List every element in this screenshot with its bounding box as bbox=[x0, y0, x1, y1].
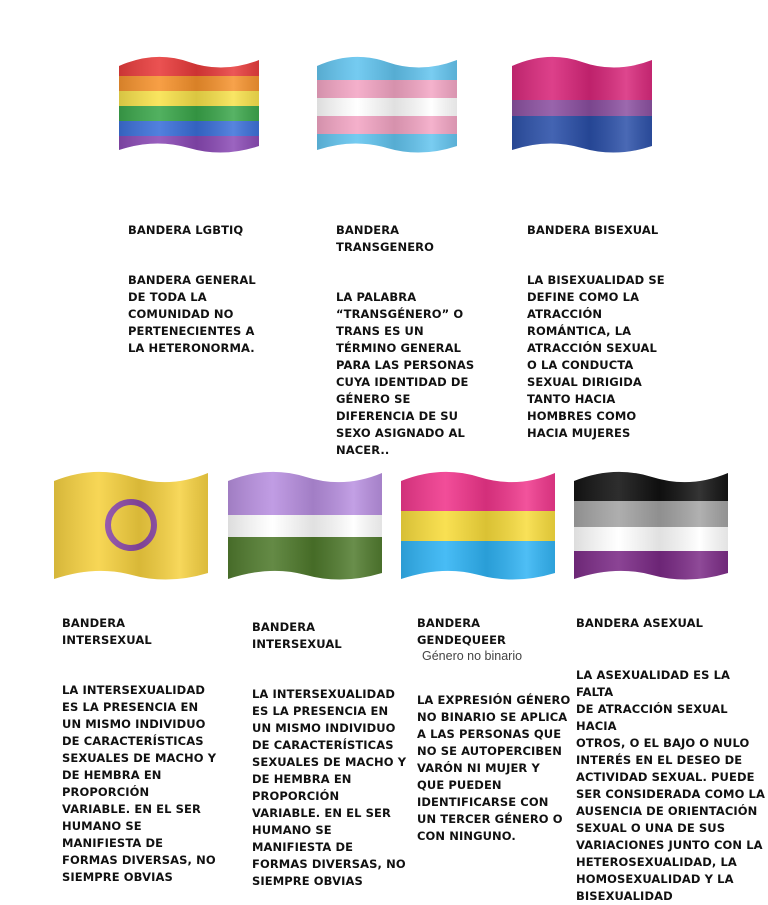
card-title: BANDERA ASEXUAL bbox=[576, 616, 704, 630]
card-bisexual bbox=[527, 205, 677, 442]
card-title: BANDERA GENDEQUEER bbox=[417, 616, 507, 647]
intersex-flag bbox=[50, 463, 212, 588]
lgbtiq-flag bbox=[115, 50, 263, 160]
bisexual-flag bbox=[508, 50, 656, 160]
card-title: BANDERA INTERSEXUAL bbox=[252, 620, 342, 651]
card-body: LA INTERSEXUALIDAD ES LA PRESENCIA EN UN MISMO INDIVIDUO DE CARACTERÍSTICAS SEXUALES DE MACHO Y DE HEMBRA EN PROPORCIÓN VARIABLE. EN EL SER HUMANO SE MANIFIESTA DE FORMAS DIVERSAS, NO SIEMPRE OBVIAS bbox=[62, 683, 217, 884]
card-body: LA PALABRA “TRANSGÉNERO” O TRANS ES UN TÉRMINO GENERAL PARA LAS PERSONAS CUYA IDENTIDAD DE GÉNERO SE DIFERENCIA DE SU SEXO ASIGNADO AL NACER.. bbox=[336, 290, 475, 457]
card-body: BANDERA GENERAL DE TODA LA COMUNIDAD NO PERTENECIENTES A LA HETERONORMA. bbox=[128, 273, 256, 355]
card-title: BANDERA INTERSEXUAL bbox=[62, 616, 152, 647]
card-intersex-2 bbox=[252, 602, 427, 890]
genderqueer-flag bbox=[397, 463, 559, 588]
card-subtitle: Género no binario bbox=[422, 649, 523, 663]
gender-flag bbox=[224, 463, 386, 588]
card-intersex-1 bbox=[62, 598, 237, 886]
card-title: BANDERA BISEXUAL bbox=[527, 223, 659, 237]
card-asexual bbox=[576, 598, 766, 905]
card-body: LA ASEXUALIDAD ES LA FALTA DE ATRACCIÓN SEXUAL HACIA OTROS, O EL BAJO O NULO INTERÉS EN EL DESEO DE ACTIVIDAD SEXUAL. PUEDE SER CONSIDERADA COMO LA AUSENCIA DE ORIENTACIÓN SEXUAL O UNA DE SUS VARIACIONES JUNTO CON LA HETEROSEXUALIDAD, LA HOMOSEXUALIDAD Y LA BISEXUALIDAD bbox=[576, 668, 765, 903]
card-body: LA INTERSEXUALIDAD ES LA PRESENCIA EN UN MISMO INDIVIDUO DE CARACTERÍSTICAS SEXUALES DE MACHO Y DE HEMBRA EN PROPORCIÓN VARIABLE. EN EL SER HUMANO SE MANIFIESTA DE FORMAS DIVERSAS, NO SIEMPRE OBVIAS bbox=[252, 687, 407, 888]
transgender-flag bbox=[313, 50, 461, 160]
card-title: BANDERA LGBTIQ bbox=[128, 223, 244, 237]
card-body: LA EXPRESIÓN GÉNERO NO BINARIO SE APLICA A LAS PERSONAS QUE NO SE AUTOPERCIBEN VARÓN NI MUJER Y QUE PUEDEN IDENTIFICARSE CON UN TERCER GÉNERO O CON NINGUNO. bbox=[417, 693, 571, 843]
card-body: LA BISEXUALIDAD SE DEFINE COMO LA ATRACCIÓN ROMÁNTICA, LA ATRACCIÓN SEXUAL O LA CONDUCTA SEXUAL DIRIGIDA TANTO HACIA HOMBRES COMO HACIA MUJERES bbox=[527, 273, 665, 440]
asexual-flag bbox=[570, 463, 732, 588]
card-transgender bbox=[336, 205, 486, 459]
card-genderqueer bbox=[417, 598, 582, 845]
card-title: BANDERA TRANSGENERO bbox=[336, 223, 435, 254]
card-lgbtiq bbox=[128, 205, 278, 357]
